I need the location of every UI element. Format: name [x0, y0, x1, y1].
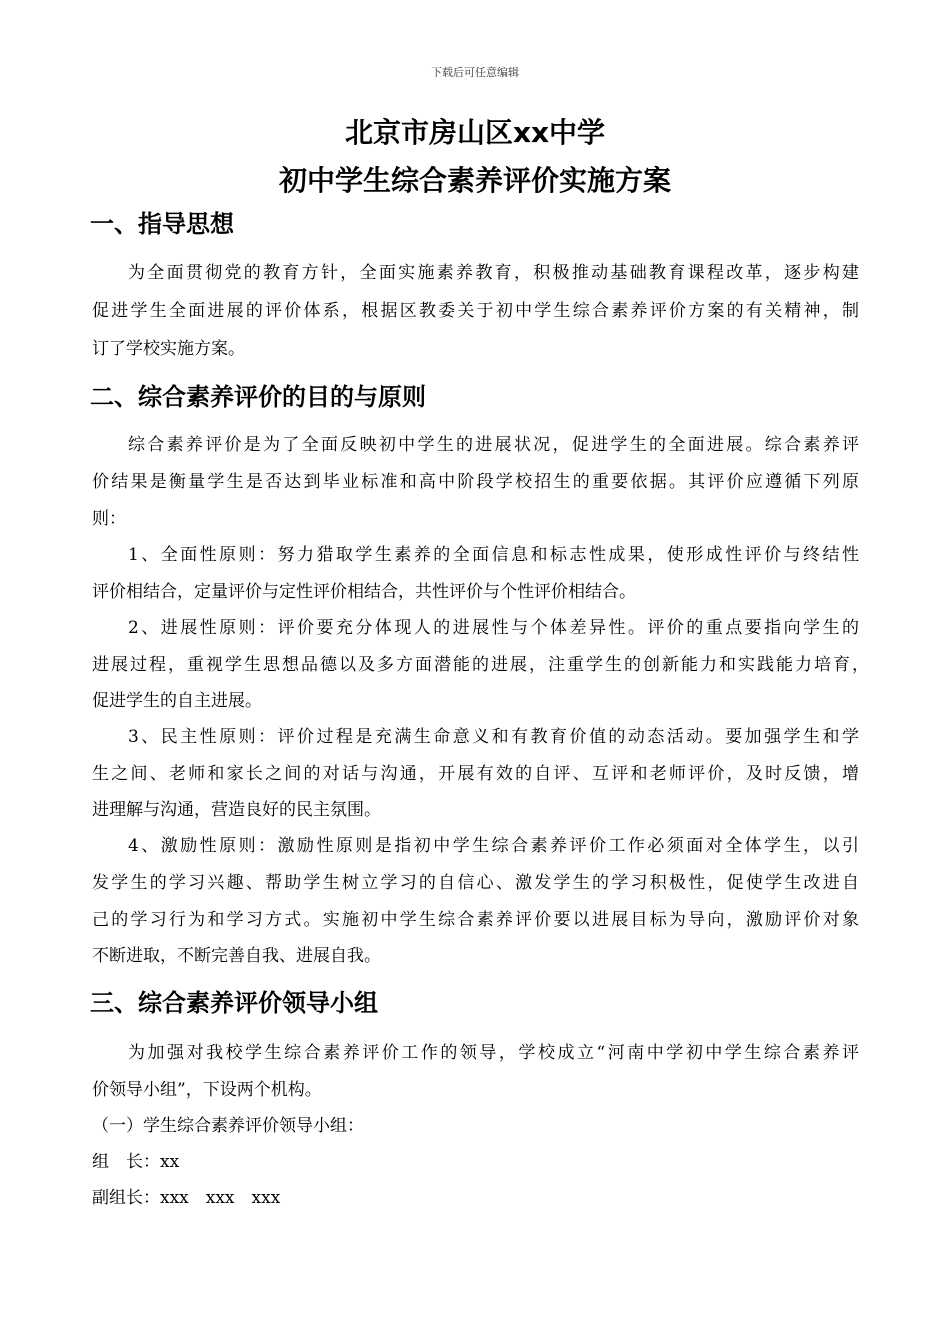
paragraph-line: 订了学校实施方案。 [92, 339, 245, 359]
section-heading-1: 一、指导思想 [90, 210, 234, 238]
section-heading-3: 三、综合素养评价领导小组 [90, 989, 378, 1017]
principle-line: 3、民主性原则：评价过程是充满生命意义和有教育价值的动态活动。要加强学生和学 [128, 727, 859, 747]
principle-line: 进理解与沟通，营造良好的民主氛围。 [92, 800, 381, 820]
header-note: 下载后可任意编辑 [431, 66, 519, 79]
principle-line: 生之间、老师和家长之间的对话与沟通，开展有效的自评、互评和老师评价，及时反馈，增 [92, 764, 859, 784]
document-title-line-2: 初中学生综合素养评价实施方案 [278, 164, 671, 197]
section-heading-2: 二、综合素养评价的目的与原则 [90, 383, 426, 411]
deputy-leader-line: 副组长：xxx xxx xxx [92, 1188, 281, 1208]
subsection-heading: （一）学生综合素养评价领导小组： [92, 1116, 364, 1136]
paragraph-line: 则： [92, 509, 126, 529]
principle-line: 不断进取，不断完善自我、进展自我。 [92, 946, 381, 966]
paragraph-line: 价结果是衡量学生是否达到毕业标准和高中阶段学校招生的重要依据。其评价应遵循下列原 [92, 472, 859, 492]
principle-line: 促进学生的自主进展。 [92, 691, 262, 711]
principle-line: 4、激励性原则：激励性原则是指初中学生综合素养评价工作必须面对全体学生，以引 [128, 836, 859, 856]
principle-line: 发学生的学习兴趣、帮助学生树立学习的自信心、激发学生的学习积极性，促使学生改进自 [92, 873, 859, 893]
document-title-line-1: 北京市房山区xx中学 [344, 116, 606, 149]
principle-line: 评价相结合，定量评价与定性评价相结合，共性评价与个性评价相结合。 [92, 582, 636, 602]
paragraph-line: 为全面贯彻党的教育方针，全面实施素养教育，积极推动基础教育课程改革，逐步构建 [128, 263, 859, 283]
paragraph-line: 价领导小组”，下设两个机构。 [92, 1080, 322, 1100]
group-leader-line: 组 长：xx [92, 1152, 180, 1172]
paragraph-line: 促进学生全面进展的评价体系，根据区教委关于初中学生综合素养评价方案的有关精神，制 [92, 301, 859, 321]
paragraph-line: 综合素养评价是为了全面反映初中学生的进展状况，促进学生的全面进展。综合素养评 [128, 435, 859, 455]
paragraph-line: 为加强对我校学生综合素养评价工作的领导，学校成立“河南中学初中学生综合素养评 [128, 1043, 859, 1063]
principle-line: 进展过程，重视学生思想品德以及多方面潜能的进展，注重学生的创新能力和实践能力培育， [92, 655, 869, 675]
principle-line: 1、全面性原则：努力猎取学生素养的全面信息和标志性成果，使形成性评价与终结性 [128, 545, 859, 565]
principle-line: 己的学习行为和学习方式。实施初中学生综合素养评价要以进展目标为导向，激励评价对象 [92, 910, 859, 930]
principle-line: 2、进展性原则：评价要充分体现人的进展性与个体差异性。评价的重点要指向学生的 [128, 618, 859, 638]
